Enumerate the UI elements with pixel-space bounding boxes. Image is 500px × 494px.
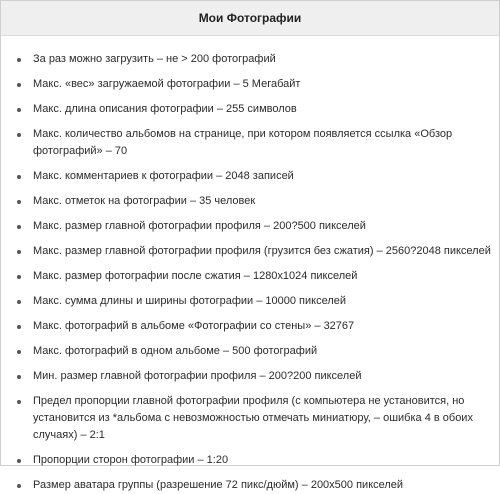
list-item [17,452,493,469]
list-item-text: Макс. фотографий в альбоме «Фотографии со стены» – 32767 [33,320,355,332]
list-item-text: Мин. размер главной фотографии профиля – 200?200 пикселей [33,370,362,382]
list-item-text: За раз можно загрузить – не > 200 фотографий [33,53,276,65]
list-item [17,368,493,385]
bullet-icon [17,175,21,179]
bullet-icon [17,250,21,254]
list-item-text: Макс. фотографий в одном альбоме – 500 фотографий [33,345,318,357]
list-item [17,218,493,235]
list-item [17,168,493,185]
list-item-text: Макс. количество альбомов на странице, при котором появляется ссылка «Обзор фотографий» – 70 [33,128,453,157]
list-item-text: Размер аватара группы (разрешение 72 пикс/дюйм) – 200х500 пикселей [33,479,404,491]
bullet-icon [17,83,21,87]
list-item [17,243,493,260]
bullet-icon [17,400,21,404]
list-item [17,318,493,335]
bullet-icon [17,200,21,204]
bullet-icon [17,108,21,112]
bullet-icon [17,459,21,463]
panel-header [1,1,499,36]
bullet-icon [17,484,21,488]
list-item [17,76,493,93]
list-item-text: Макс. размер главной фотографии профиля – 200?500 пикселей [33,220,366,232]
bullet-icon [17,58,21,62]
list-item [17,51,493,68]
list-item [17,393,493,444]
list-item-text: Макс. «вес» загружаемой фотографии – 5 Мегабайт [33,78,301,90]
bullet-icon [17,350,21,354]
bullet-icon [17,375,21,379]
list-item-text: Макс. размер главной фотографии профиля (грузится без сжатия) – 2560?2048 пикселей [33,245,491,257]
list-item-text: Пропорции сторон фотографии – 1:20 [33,454,229,466]
list-item-text: Предел пропорции главной фотографии профиля (с компьютера не установится, но установится из *альбома с невозможностью отмечать миниатюру, – ошибка 4 в обоих случаях) – 2:1 [33,395,473,441]
list-item [17,126,493,160]
panel-title: Мои Фотографии [198,11,302,25]
limits-list [1,36,499,494]
list-item [17,293,493,310]
list-item-text: Макс. сумма длины и ширины фотографии – 10000 пикселей [33,295,347,307]
list-item-text: Макс. размер фотографии после сжатия – 1280х1024 пикселей [33,270,358,282]
list-item-text: Макс. комментариев к фотографии – 2048 записей [33,170,294,182]
bullet-icon [17,325,21,329]
list-item [17,101,493,118]
list-item [17,343,493,360]
bullet-icon [17,225,21,229]
list-item-text: Макс. длина описания фотографии – 255 символов [33,103,297,115]
list-item-text: Макс. отметок на фотографии – 35 человек [33,195,256,207]
bullet-icon [17,300,21,304]
list-item [17,477,493,494]
bullet-icon [17,133,21,137]
list-item [17,193,493,210]
list-item [17,268,493,285]
bullet-icon [17,275,21,279]
